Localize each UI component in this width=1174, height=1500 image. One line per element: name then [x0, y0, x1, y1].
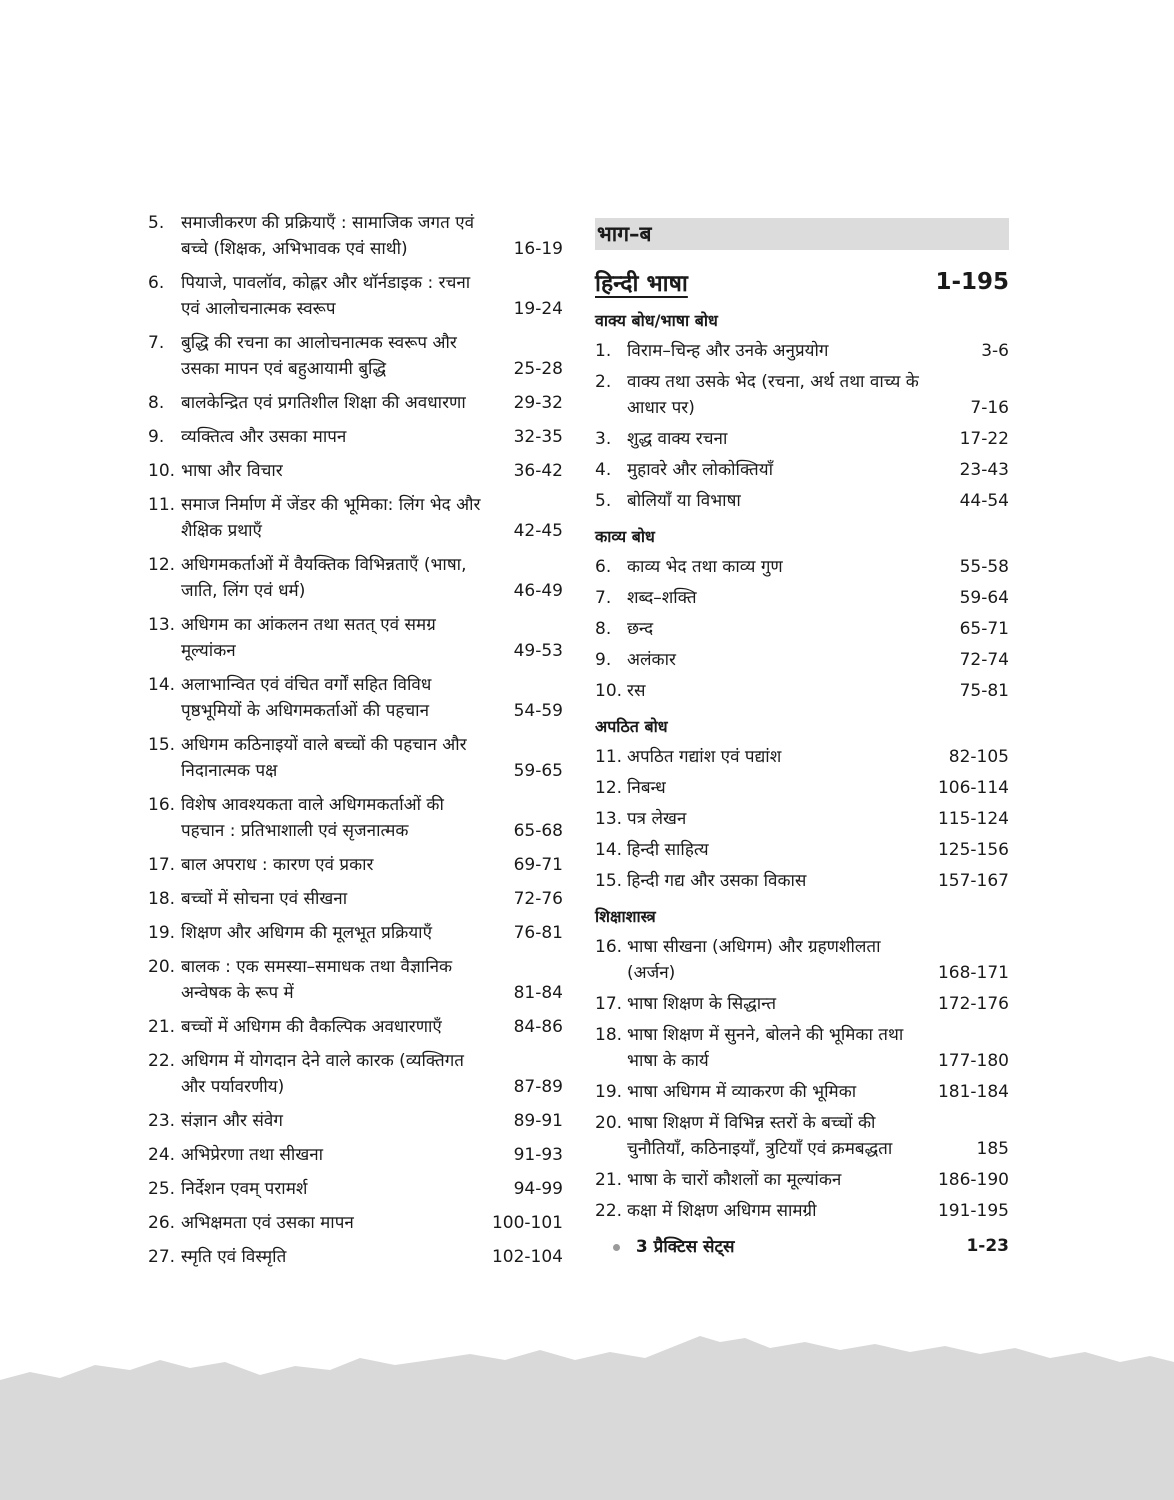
entry-title: पत्र लेखन	[627, 809, 687, 829]
toc-entry[interactable]	[148, 612, 563, 664]
toc-entry[interactable]	[595, 837, 1009, 863]
entry-number: 2.	[595, 372, 612, 392]
toc-entry[interactable]	[148, 552, 563, 604]
entry-title: भाषा शिक्षण में विभिन्न स्तरों के बच्चों की चुनौतियाँ, कठिनाइयाँ, त्रुटियाँ एवं क्रमबद्धता	[627, 1113, 893, 1159]
entry-number: 10.	[595, 681, 623, 701]
entry-title: भाषा और विचार	[181, 461, 283, 481]
entry-number: 12.	[595, 778, 623, 798]
toc-entry[interactable]	[148, 1142, 563, 1168]
entry-pages: 49-53	[513, 641, 563, 661]
entry-title: समाजीकरण की प्रक्रियाएँ : सामाजिक जगत एवं बच्चे (शिक्षक, अभिभावक एवं साथी)	[181, 213, 475, 259]
entry-title: बुद्धि की रचना का आलोचनात्मक स्वरूप और उसका मापन एवं बहुआयामी बुद्धि	[181, 333, 457, 379]
entry-pages: 91-93	[513, 1145, 563, 1165]
entry-title: छन्द	[627, 619, 654, 639]
entry-title: बालकेन्द्रित एवं प्रगतिशील शिक्षा की अवधारणा	[181, 393, 466, 413]
toc-entry[interactable]	[148, 792, 563, 844]
toc-entry[interactable]	[148, 1048, 563, 1100]
entry-title: बच्चों में सोचना एवं सीखना	[181, 889, 348, 909]
entry-title: अधिगम कठिनाइयों वाले बच्चों की पहचान और निदानात्मक पक्ष	[181, 735, 467, 781]
entry-pages: 44-54	[959, 491, 1009, 511]
entry-pages: 181-184	[937, 1082, 1009, 1102]
entry-number: 4.	[595, 460, 612, 480]
entry-title: हिन्दी साहित्य	[627, 840, 709, 860]
entry-title: हिन्दी गद्य और उसका विकास	[627, 871, 807, 891]
toc-entry[interactable]	[595, 991, 1009, 1017]
entry-number: 11.	[595, 747, 623, 767]
entry-number: 18.	[595, 1025, 623, 1045]
section-heading: शिक्षाशास्त्र	[595, 907, 656, 926]
toc-entry[interactable]	[595, 868, 1009, 894]
entry-title: अभिप्रेरणा तथा सीखना	[181, 1145, 324, 1165]
section-heading: काव्य बोध	[595, 527, 655, 546]
entry-number: 12.	[148, 555, 176, 575]
entry-pages: 17-22	[959, 429, 1009, 449]
entry-title: पियाजे, पावलॉव, कोह्लर और थॉर्नडाइक : रचना एवं आलोचनात्मक स्वरूप	[181, 273, 471, 319]
entry-title: भाषा सीखना (अधिगम) और ग्रहणशीलता (अर्जन)	[627, 937, 881, 983]
section-heading: अपठित बोध	[595, 717, 668, 736]
toc-entry[interactable]	[595, 457, 1009, 483]
entry-number: 21.	[595, 1170, 623, 1190]
entry-title: मुहावरे और लोकोक्तियाँ	[627, 460, 774, 480]
toc-entry[interactable]	[595, 426, 1009, 452]
toc-entry[interactable]	[148, 852, 563, 878]
entry-title: विशेष आवश्यकता वाले अधिगमकर्ताओं की पहचान : प्रतिभाशाली एवं सृजनात्मक	[181, 795, 444, 841]
entry-pages: 46-49	[513, 581, 563, 601]
entry-pages: 185	[976, 1139, 1009, 1159]
right-toc-column	[595, 210, 1009, 1257]
toc-entry[interactable]	[148, 330, 563, 382]
entry-title: वाक्य तथा उसके भेद (रचना, अर्थ तथा वाच्य के आधार पर)	[627, 372, 919, 418]
subject-title: हिन्दी भाषा	[595, 271, 688, 297]
entry-pages: 115-124	[937, 809, 1009, 829]
toc-entry[interactable]	[148, 732, 563, 784]
entry-pages: 125-156	[937, 840, 1009, 860]
entry-title: शब्द–शक्ति	[627, 588, 697, 608]
toc-entry[interactable]	[148, 492, 563, 544]
entry-pages: 89-91	[513, 1111, 563, 1131]
entry-title: विराम–चिन्ह और उनके अनुप्रयोग	[627, 341, 829, 361]
entry-pages: 72-74	[959, 650, 1009, 670]
toc-entry[interactable]	[595, 1079, 1009, 1105]
entry-title: संज्ञान और संवेग	[181, 1111, 283, 1131]
entry-pages: 7-16	[970, 398, 1009, 418]
entry-title: शिक्षण और अधिगम की मूलभूत प्रक्रियाएँ	[181, 923, 432, 943]
toc-entry[interactable]	[595, 1198, 1009, 1224]
entry-number: 11.	[148, 495, 176, 515]
toc-entry[interactable]	[148, 270, 563, 322]
practice-sets-row[interactable]	[595, 1234, 1009, 1257]
subject-pages: 1-195	[935, 269, 1009, 295]
entry-number: 16.	[595, 937, 623, 957]
entry-pages: 157-167	[937, 871, 1009, 891]
toc-entry[interactable]	[595, 647, 1009, 673]
toc-entry[interactable]	[595, 369, 1009, 421]
toc-entry[interactable]	[595, 934, 1009, 986]
entry-pages: 186-190	[937, 1170, 1009, 1190]
entry-title: कक्षा में शिक्षण अधिगम सामग्री	[627, 1201, 817, 1221]
toc-entry[interactable]	[148, 210, 563, 262]
toc-entry[interactable]	[148, 954, 563, 1006]
entry-pages: 42-45	[513, 521, 563, 541]
entry-pages: 55-58	[959, 557, 1009, 577]
entry-number: 27.	[148, 1247, 176, 1267]
entry-title: बालक : एक समस्या–समाधक तथा वैज्ञानिक अन्वेषक के रूप में	[181, 957, 453, 1003]
entry-pages: 69-71	[513, 855, 563, 875]
entry-pages: 29-32	[513, 393, 563, 413]
entry-title: निबन्ध	[627, 778, 666, 798]
entry-pages: 32-35	[513, 427, 563, 447]
entry-number: 13.	[148, 615, 176, 635]
entry-title: निर्देशन एवम् परामर्श	[181, 1179, 308, 1199]
entry-title: भाषा शिक्षण के सिद्धान्त	[627, 994, 777, 1014]
entry-number: 15.	[148, 735, 176, 755]
entry-number: 23.	[148, 1111, 176, 1131]
entry-number: 7.	[595, 588, 612, 608]
entry-pages: 16-19	[513, 239, 563, 259]
practice-label: 3 प्रैक्टिस सेट्स	[635, 1237, 735, 1257]
part-band	[595, 218, 1009, 250]
entry-title: समाज निर्माण में जेंडर की भूमिका: लिंग भेद और शैक्षिक प्रथाएँ	[181, 495, 481, 541]
toc-entry[interactable]	[595, 1022, 1009, 1074]
entry-title: भाषा के चारों कौशलों का मूल्यांकन	[627, 1170, 842, 1190]
toc-entry[interactable]	[595, 585, 1009, 611]
entry-number: 16.	[148, 795, 176, 815]
entry-number: 9.	[595, 650, 612, 670]
entry-pages: 172-176	[937, 994, 1009, 1014]
entry-number: 3.	[595, 429, 612, 449]
toc-entry[interactable]	[595, 775, 1009, 801]
toc-entry[interactable]	[148, 1244, 563, 1270]
entry-pages: 81-84	[513, 983, 563, 1003]
toc-entry[interactable]	[595, 1110, 1009, 1162]
entry-number: 10.	[148, 461, 176, 481]
entry-title: अलाभान्वित एवं वंचित वर्गों सहित विविध पृष्ठभूमियों के अधिगमकर्ताओं की पहचान	[181, 675, 432, 721]
entry-number: 20.	[595, 1113, 623, 1133]
entry-number: 22.	[148, 1051, 176, 1071]
entry-title: शुद्ध वाक्य रचना	[627, 429, 728, 449]
subject-heading-row	[595, 266, 1009, 298]
toc-entry[interactable]	[148, 424, 563, 450]
entry-number: 1.	[595, 341, 612, 361]
entry-number: 14.	[595, 840, 623, 860]
entry-number: 17.	[148, 855, 176, 875]
entry-number: 8.	[148, 393, 165, 413]
entry-pages: 82-105	[948, 747, 1009, 767]
entry-title: बोलियाँ या विभाषा	[627, 491, 741, 511]
entry-pages: 87-89	[513, 1077, 563, 1097]
entry-pages: 23-43	[959, 460, 1009, 480]
entry-number: 24.	[148, 1145, 176, 1165]
practice-pages: 1-23	[966, 1235, 1009, 1256]
entry-number: 8.	[595, 619, 612, 639]
entry-pages: 59-65	[513, 761, 563, 781]
toc-entry[interactable]	[595, 554, 1009, 580]
entry-title: बच्चों में अधिगम की वैकल्पिक अवधारणाएँ	[181, 1017, 442, 1037]
entry-number: 14.	[148, 675, 176, 695]
entry-title: भाषा शिक्षण में सुनने, बोलने की भूमिका तथा भाषा के कार्य	[627, 1025, 904, 1071]
entry-number: 22.	[595, 1201, 623, 1221]
entry-title: अधिगम में योगदान देने वाले कारक (व्यक्तिगत और पर्यावरणीय)	[181, 1051, 464, 1097]
entry-title: व्यक्तित्व और उसका मापन	[181, 427, 347, 447]
entry-title: अपठित गद्यांश एवं पद्यांश	[627, 747, 782, 767]
mountain-shape	[0, 1336, 1174, 1500]
toc-entry[interactable]	[148, 1210, 563, 1236]
entry-pages: 65-71	[959, 619, 1009, 639]
toc-entry[interactable]	[148, 1176, 563, 1202]
entry-number: 9.	[148, 427, 165, 447]
entry-number: 7.	[148, 333, 165, 353]
entry-title: स्मृति एवं विस्मृति	[181, 1247, 287, 1267]
toc-entry[interactable]	[148, 458, 563, 484]
entry-pages: 84-86	[513, 1017, 563, 1037]
entry-title: रस	[627, 681, 646, 701]
entry-number: 21.	[148, 1017, 176, 1037]
entry-number: 5.	[595, 491, 612, 511]
entry-pages: 168-171	[937, 963, 1009, 983]
toc-entry[interactable]	[148, 886, 563, 912]
entry-pages: 100-101	[491, 1213, 563, 1233]
entry-pages: 76-81	[513, 923, 563, 943]
entry-pages: 3-6	[981, 341, 1009, 361]
toc-entry[interactable]	[595, 678, 1009, 704]
entry-number: 17.	[595, 994, 623, 1014]
part-label: भाग–ब	[597, 222, 652, 246]
entry-pages: 75-81	[959, 681, 1009, 701]
entry-pages: 177-180	[937, 1051, 1009, 1071]
toc-entry[interactable]	[148, 920, 563, 946]
entry-number: 15.	[595, 871, 623, 891]
entry-number: 6.	[148, 273, 165, 293]
entry-pages: 65-68	[513, 821, 563, 841]
entry-pages: 94-99	[513, 1179, 563, 1199]
toc-entry[interactable]	[148, 1014, 563, 1040]
entry-pages: 59-64	[959, 588, 1009, 608]
entry-number: 18.	[148, 889, 176, 909]
entry-pages: 54-59	[513, 701, 563, 721]
toc-entry[interactable]	[148, 1108, 563, 1134]
toc-entry[interactable]	[595, 744, 1009, 770]
entry-title: काव्य भेद तथा काव्य गुण	[627, 557, 783, 577]
entry-title: अलंकार	[627, 650, 676, 670]
bullet-icon	[613, 1244, 620, 1251]
entry-number: 6.	[595, 557, 612, 577]
entry-number: 19.	[595, 1082, 623, 1102]
entry-number: 20.	[148, 957, 176, 977]
entry-title: अधिगमकर्ताओं में वैयक्तिक विभिन्नताएँ (भाषा, जाति, लिंग एवं धर्म)	[181, 555, 467, 601]
entry-title: भाषा अधिगम में व्याकरण की भूमिका	[627, 1082, 857, 1102]
toc-entry[interactable]	[595, 338, 1009, 364]
entry-pages: 19-24	[513, 299, 563, 319]
entry-number: 5.	[148, 213, 165, 233]
mountain-silhouette-decoration	[0, 1330, 1174, 1500]
entry-title: अभिक्षमता एवं उसका मापन	[181, 1213, 354, 1233]
entry-pages: 191-195	[937, 1201, 1009, 1221]
entry-pages: 106-114	[937, 778, 1009, 798]
toc-entry[interactable]	[148, 390, 563, 416]
toc-entry[interactable]	[595, 1167, 1009, 1193]
left-toc-column	[148, 210, 563, 1278]
toc-entry[interactable]	[148, 672, 563, 724]
entry-number: 19.	[148, 923, 176, 943]
entry-number: 26.	[148, 1213, 176, 1233]
toc-entry[interactable]	[595, 806, 1009, 832]
entry-pages: 36-42	[513, 461, 563, 481]
entry-title: अधिगम का आंकलन तथा सतत् एवं समग्र मूल्यांकन	[181, 615, 436, 661]
entry-number: 13.	[595, 809, 623, 829]
section-list	[595, 310, 1009, 1224]
entry-pages: 102-104	[491, 1247, 563, 1267]
entry-pages: 25-28	[513, 359, 563, 379]
section-heading: वाक्य बोध/भाषा बोध	[595, 311, 718, 330]
toc-entry[interactable]	[595, 488, 1009, 514]
entry-title: बाल अपराध : कारण एवं प्रकार	[181, 855, 374, 875]
toc-entry[interactable]	[595, 616, 1009, 642]
entry-pages: 72-76	[513, 889, 563, 909]
entry-number: 25.	[148, 1179, 176, 1199]
